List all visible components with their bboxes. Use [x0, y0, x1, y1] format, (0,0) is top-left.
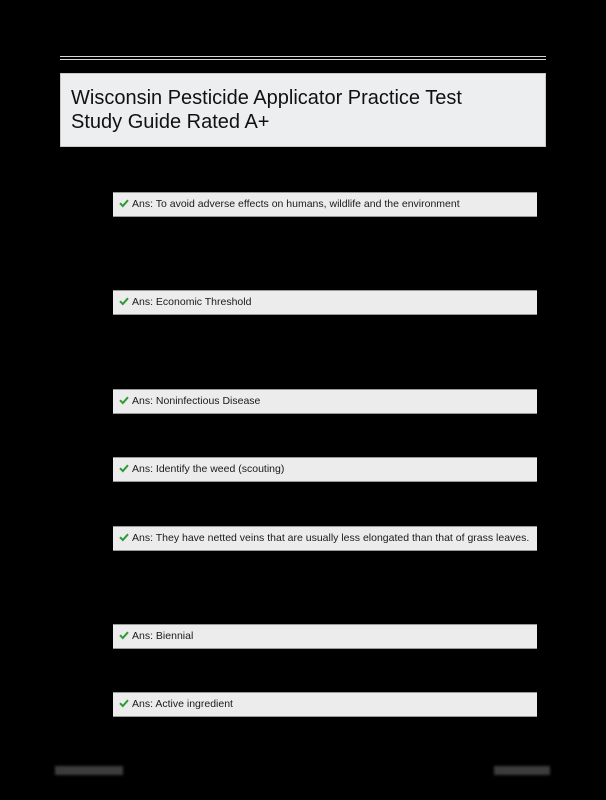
checkmark-icon [119, 296, 129, 306]
footer-left-redacted [55, 766, 123, 775]
page-title [71, 86, 535, 134]
footer-right-redacted [494, 766, 550, 775]
answer-box [113, 389, 537, 414]
checkmark-icon [119, 698, 129, 708]
answer-box [113, 526, 537, 551]
answer-text: Ans: Identify the weed (scouting) [132, 463, 285, 475]
checkmark-icon [119, 630, 129, 640]
answer-box [113, 457, 537, 482]
answer-box [113, 692, 537, 717]
checkmark-icon [119, 463, 129, 473]
answer-text: Ans: To avoid adverse effects on humans, wildlife and the environment [132, 198, 460, 210]
answer-box [113, 290, 537, 315]
title-line-2: Study Guide Rated A+ [71, 111, 270, 133]
checkmark-icon [119, 198, 129, 208]
title-line-1: Wisconsin Pesticide Applicator Practice Test [71, 87, 462, 109]
header-divider [60, 56, 546, 60]
answer-text: Ans: Noninfectious Disease [132, 395, 261, 407]
answer-text: Ans: Active ingredient [132, 698, 233, 710]
answer-text: Ans: They have netted veins that are usually less elongated than that of grass leaves. [132, 532, 530, 544]
answer-box [113, 624, 537, 649]
answer-box [113, 192, 537, 217]
checkmark-icon [119, 395, 129, 405]
checkmark-icon [119, 532, 129, 542]
title-banner [60, 73, 546, 147]
answer-text: Ans: Economic Threshold [132, 296, 252, 308]
answer-text: Ans: Biennial [132, 630, 194, 642]
